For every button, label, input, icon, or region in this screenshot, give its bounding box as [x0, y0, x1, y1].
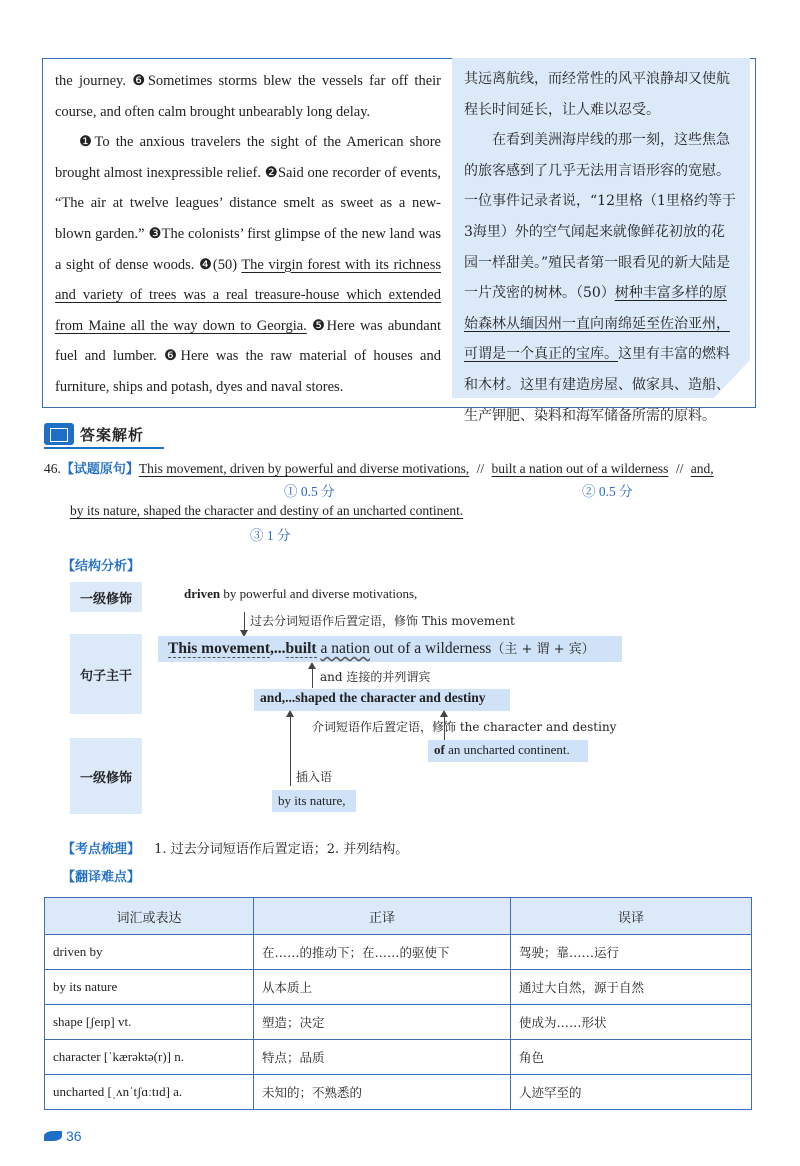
section-header [44, 422, 144, 446]
and-line: and,...shaped the character and destiny [260, 690, 486, 705]
difficulty-title: 【翻译难点】 [62, 870, 141, 885]
english-paragraph-2: ❶To the anxious travelers the sight of the American shore brought almost inexpressible relief. ❷Said one recorder of events, “The air at twelve leagues’ distance smelt as sweet as a new-blown garden.” ❸The colonists’ first glimpse of the new land was a sight of dense woods. ❹(50) The virgin forest with its richness and variety of trees was a real treasure-house which extended from Maine all the way down to Georgia. ❺Here was abundant fuel and lumber. ❻Here was the raw material of houses and furniture, ships and potash, dyes and naval stores. [55, 134, 441, 395]
english-paragraph-1: the journey. ❻Sometimes storms blew the vessels far off their course, and often calm brought unbearably long delay. [55, 73, 441, 120]
score-2: ② 0.5 分 [582, 484, 633, 499]
question-number: 46. [44, 461, 61, 476]
table-row: by its nature 从本质上 通过大自然，源于自然 [45, 970, 752, 1005]
chinese-underlined-sentence: 树种丰富多样的原始森林从缅因州一直向南绵延至佐治亚州，可谓是一个真正的宝库。 [464, 285, 730, 363]
english-underlined-sentence: The virgin forest with its richness and variety of trees was a real treasure-house which extended from Maine all the way down to Georgia. [55, 256, 441, 334]
connector-insert [290, 712, 291, 786]
page-curl-decoration [712, 358, 752, 400]
page-number: 36 [44, 1128, 82, 1144]
arrow-up-icon [440, 710, 448, 717]
main-clause-label: 句子主干 [70, 634, 142, 714]
chinese-paragraph-2: 在看到美洲海岸线的那一刻，这些焦急的旅客感到了几乎无法用言语形容的宽慰。一位事件记录者说，“12里格（1里格约等于3海里）外的空气闻起来就像鲜花初放的花园一样甜美。”殖民者第一眼看见的新大陆是一片茂密的树林。（50）树种丰富多样的原始森林从缅因州一直向南绵延至佐治亚州，可谓是一个真正的宝库。这里有丰富的燃料和木材。这里有建造房屋、做家具、造船、生产钾肥、染料和海军储备所需的原料。 [464, 132, 736, 424]
by-nature-phrase: by its nature, [278, 793, 346, 808]
level1-top-label: 一级修饰 [70, 582, 142, 612]
q46-line1: 46.【试题原句】This movement, driven by powerful and diverse motivations, // built a nation out of a wilderness // and, [44, 461, 714, 477]
note-of: 介词短语作后置定语，修饰 the character and destiny [312, 720, 617, 734]
chinese-paragraph-1: 其远离航线，而经常性的风平浪静却又使航程长时间延长，让人难以忍受。 [464, 71, 730, 118]
table-header: 词汇或表达 [45, 898, 254, 935]
table-row: character [ˈkærəktə(r)] n. 特点；品质 角色 [45, 1040, 752, 1075]
table-row: driven by 在……的推动下；在……的驱使下 驾驶；靠……运行 [45, 935, 752, 970]
section-title: 答案解析 [80, 425, 145, 444]
page-mark-icon [44, 1131, 62, 1141]
q46-line2: by its nature, shaped the character and destiny of an uncharted continent. [70, 503, 464, 518]
arrow-up-icon [286, 710, 294, 717]
table-header: 正译 [254, 898, 511, 935]
score-1: ① 0.5 分 [284, 484, 335, 499]
note-insert: 插入语 [296, 770, 333, 784]
translation-table [44, 897, 752, 1110]
of-phrase: of an uncharted continent. [434, 742, 570, 757]
main-clause: This movement,...built a nation out of a wilderness（主 + 谓 + 宾） [168, 640, 595, 657]
points-text: 1. 过去分词短语作后置定语；2. 并列结构。 [154, 842, 409, 857]
note-and: and 连接的并列谓宾 [320, 670, 431, 684]
table-row: uncharted [ˌʌnˈtʃɑːtɪd] a. 未知的；不熟悉的 人迹罕至的 [45, 1075, 752, 1110]
original-sentence-tag: 【试题原句】 [60, 462, 139, 477]
level1-bottom-label: 一级修饰 [70, 738, 142, 814]
table-row: shape [ʃeɪp] vt. 塑造；决定 使成为……形状 [45, 1005, 752, 1040]
section-underline [44, 447, 164, 449]
points-line [62, 838, 408, 857]
table-header: 误译 [511, 898, 752, 935]
table-header-row [45, 898, 752, 935]
arrow-up-icon [308, 662, 316, 669]
book-icon [44, 423, 74, 445]
passage-english [55, 66, 441, 403]
structure-title: 【结构分析】 [62, 559, 141, 574]
score-3: ③ 1 分 [250, 528, 291, 543]
note-driven: 过去分词短语作后置定语，修饰 This movement [250, 614, 515, 628]
driven-phrase: driven by powerful and diverse motivations, [184, 586, 418, 601]
points-tag: 【考点梳理】 [62, 842, 141, 857]
passage-chinese [452, 58, 750, 424]
